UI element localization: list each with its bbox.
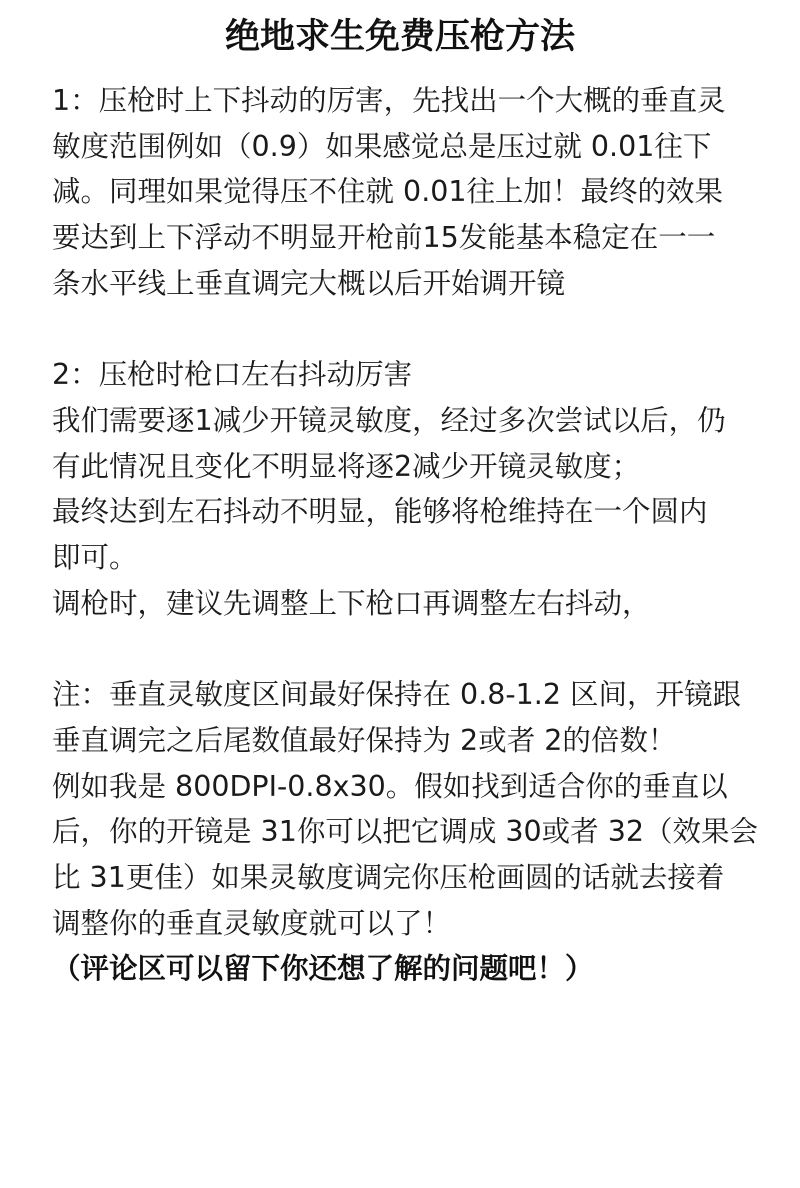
section-heading: 2：压枪时枪口左右抖动厉害 xyxy=(52,358,413,392)
text-line: 比 31更佳）如果灵敏度调完你压枪画圆的话就去接着 xyxy=(52,860,725,894)
paragraph-spacer xyxy=(52,307,764,353)
text-line: 例如我是 800DPI-0.8x30。假如找到适合你的垂直以 xyxy=(52,769,728,803)
text-line: 最终达到左石抖动不明显，能够将枪维持在一个圆内 xyxy=(52,495,708,529)
note-line: 注：垂直灵敏度区间最好保持在 0.8-1.2 区间，开镜跟 xyxy=(52,678,742,712)
text-line: 1：压枪时上下抖动的厉害，先找出一个大概的垂直灵 xyxy=(52,84,726,117)
article-body xyxy=(52,78,764,992)
text-line: 敏度范围例如（0.9）如果感觉总是压过就 0.01往下 xyxy=(52,129,712,163)
comment-prompt: （评论区可以留下你还想了解的问题吧！） xyxy=(52,952,594,986)
page-title: 绝地求生免费压枪方法 xyxy=(224,17,575,57)
text-line: 调枪时，建议先调整上下枪口再调整左右抖动， xyxy=(52,586,651,620)
text-line: 垂直调完之后尾数值最好保持为 2或者 2的倍数！ xyxy=(52,723,677,757)
text-line: 调整你的垂直灵敏度就可以了！ xyxy=(52,906,452,940)
text-line: 要达到上下浮动不明显开枪前15发能基本稳定在一一 xyxy=(52,221,716,255)
paragraph-spacer xyxy=(52,626,764,672)
text-line: 我们需要逐1减少开镜灵敏度，经过多次尝试以后，仍 xyxy=(52,403,726,437)
text-line: 条水平线上垂直调完大概以后开始调开镜 xyxy=(52,266,566,300)
text-line: 后，你的开镜是 31你可以把它调成 30或者 32（效果会 xyxy=(52,815,758,849)
text-line: 即可。 xyxy=(52,541,138,575)
text-line: 减。同理如果觉得压不住就 0.01往上加！最终的效果 xyxy=(52,175,724,209)
text-line: 有此情况且变化不明显将逐2减少开镜灵敏度； xyxy=(52,449,641,483)
